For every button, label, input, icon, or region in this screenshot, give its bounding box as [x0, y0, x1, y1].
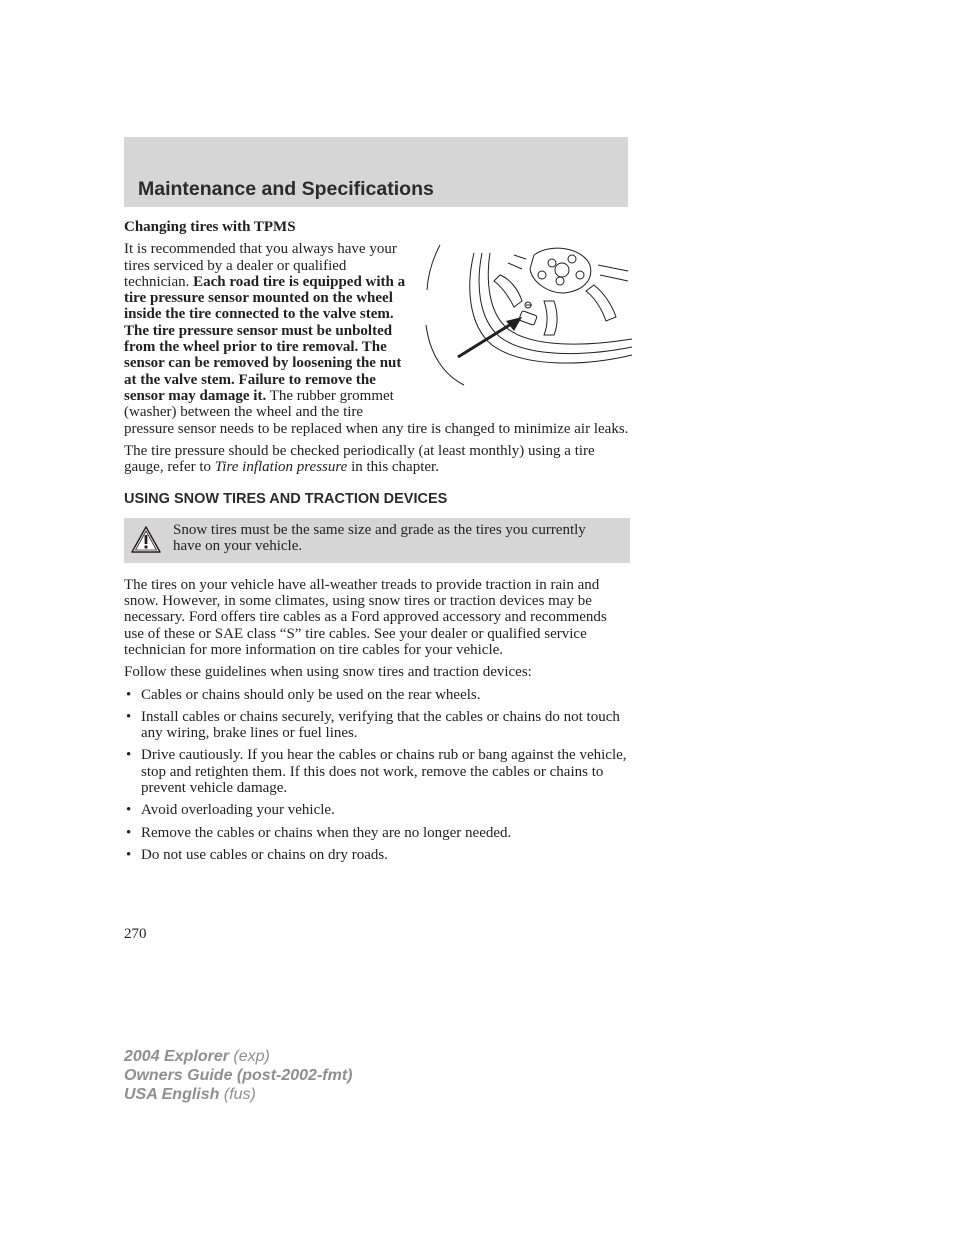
- tpms-check-text-end: in this chapter.: [351, 459, 439, 476]
- tpms-check-paragraph: [124, 443, 630, 476]
- warning-triangle-icon: [130, 525, 162, 555]
- tire-inflation-reference: Tire inflation pressure: [214, 459, 348, 476]
- footer-language-code: (fus): [223, 1086, 256, 1103]
- tpms-check-text: The tire pressure should be checked periodically (at least monthly) using a tire gauge, refer to: [124, 442, 595, 476]
- list-item: • Install cables or chains securely, verifying that the cables or chains do not touch any wiring, brake lines or fuel lines.: [124, 709, 630, 742]
- footer-line-3: [124, 1085, 352, 1104]
- tpms-intro-text: It is recommended that you always have your tires serviced by a dealer or qualified technician.: [124, 241, 397, 290]
- footer-model: 2004 Explorer: [124, 1048, 229, 1065]
- document-footer: [124, 1047, 352, 1104]
- guidelines-intro: Follow these guidelines when using snow tires and traction devices:: [124, 664, 532, 681]
- list-item: • Avoid overloading your vehicle.: [124, 802, 630, 818]
- footer-model-code: (exp): [233, 1048, 270, 1065]
- list-item: • Drive cautiously. If you hear the cables or chains rub or bang against the vehicle, stop and retighten them. If this does not work, remove the cables or chains to prevent vehicle damage.: [124, 747, 630, 796]
- tire-sensor-illustration: [422, 235, 634, 405]
- tpms-grommet-text: The rubber grommet (washer) between the wheel and the tire pressure sensor needs to be replaced when any tire is changed to minimize air leaks.: [124, 387, 629, 437]
- tpms-sensor-warning-text: Each road tire is equipped with a tire pressure sensor mounted on the wheel inside the tire connected to the valve stem. The tire pressure sensor must be unbolted from the wheel prior to tire removal. The sensor can be removed by loosening the nut at the valve stem. Failure to remove the sensor may damage it.: [124, 273, 406, 404]
- snow-tires-heading: USING SNOW TIRES AND TRACTION DEVICES: [124, 491, 448, 508]
- guidelines-list: [124, 687, 630, 864]
- warning-text: Snow tires must be the same size and grade as the tires you currently have on your vehicle.: [173, 521, 586, 555]
- tpms-heading: Changing tires with TPMS: [124, 219, 296, 235]
- list-item: • Do not use cables or chains on dry roads.: [124, 847, 630, 863]
- list-item: • Remove the cables or chains when they are no longer needed.: [124, 825, 630, 841]
- header-band: [124, 137, 628, 207]
- page-content: [124, 219, 630, 869]
- page-title: Maintenance and Specifications: [138, 178, 434, 200]
- page-number: 270: [124, 926, 147, 942]
- footer-line-2: Owners Guide (post-2002-fmt): [124, 1067, 353, 1084]
- footer-line-1: [124, 1047, 352, 1066]
- list-item: • Cables or chains should only be used on the rear wheels.: [124, 687, 630, 703]
- footer-language: USA English: [124, 1086, 220, 1103]
- warning-box: [124, 518, 630, 563]
- snow-paragraph: The tires on your vehicle have all-weather treads to provide traction in rain and snow. However, in some climates, using snow tires or traction devices may be necessary. Ford offers tire cables as a Ford approved accessory and recommends use of these or SAE class “S” tire cables. See your dealer or qualified service technician for more information on tire cables for your vehicle.: [124, 576, 607, 658]
